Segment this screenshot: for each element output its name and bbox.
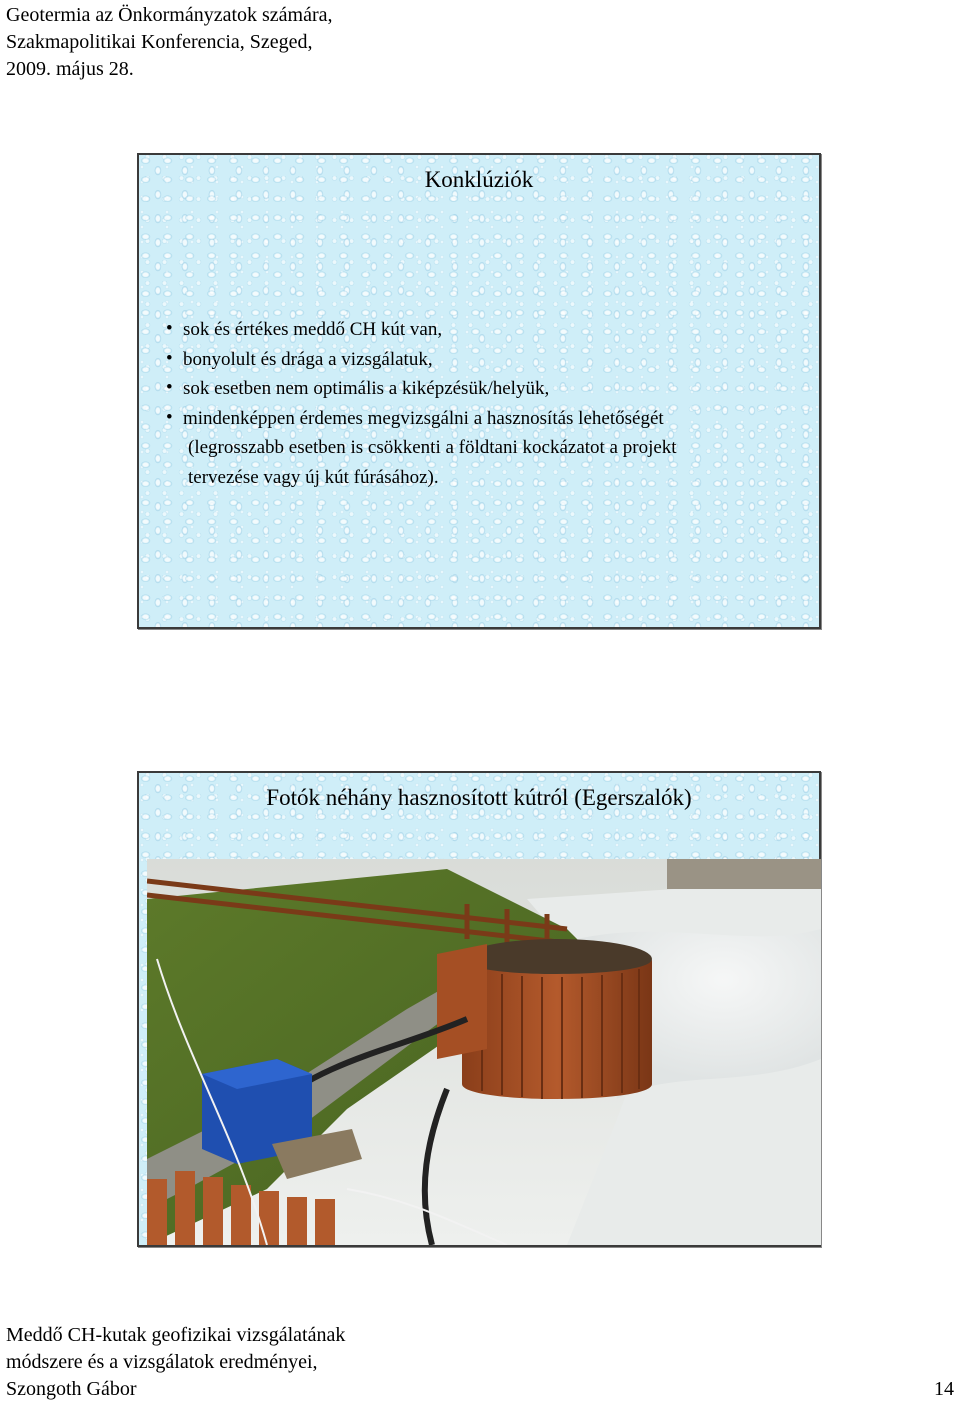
header-line-2: Szakmapolitikai Konferencia, Szeged, (6, 31, 313, 53)
page-header (6, 2, 333, 83)
header-line-3: 2009. május 28. (6, 58, 134, 80)
photo-wooden-well-enclosure (147, 859, 821, 1245)
bullet-item: • bonyolult és drága a vizsgálatuk, (166, 345, 811, 375)
slide-title: Fotók néhány hasznosított kútról (Egerszalók) (266, 785, 692, 810)
footer-line-2: módszere és a vizsgálatok eredményei, (6, 1351, 318, 1373)
distant-buildings (667, 859, 821, 889)
bullet-continuation: tervezése vagy új kút fúrásához). (188, 466, 439, 488)
side-panel (437, 944, 487, 1059)
bullet-list (166, 315, 811, 492)
header-line-1: Geotermia az Önkormányzatok számára, (6, 4, 333, 26)
bullet-item: • mindenképpen érdemes megvizsgálni a hasznosítás lehetőségét (166, 404, 811, 434)
slide-conclusions (137, 153, 821, 629)
footer-line-3: Szongoth Gábor (6, 1378, 137, 1400)
bullet-continuation: (legrosszabb esetben is csökkenti a földtani kockázatot a projekt (188, 437, 677, 458)
page-number: 14 (934, 1378, 954, 1400)
page-footer (6, 1322, 345, 1403)
wooden-enclosure (462, 959, 652, 1099)
footer-line-1: Meddő CH-kutak geofizikai vizsgálatának (6, 1324, 346, 1346)
slide-photos (137, 771, 821, 1247)
bullet-item: • sok és értékes meddő CH kút van, (166, 315, 811, 345)
photo-illustration (147, 859, 821, 1245)
bullet-item: • sok esetben nem optimális a kiképzésük/helyük, (166, 374, 811, 404)
slide-title: Konklúziók (424, 167, 534, 192)
